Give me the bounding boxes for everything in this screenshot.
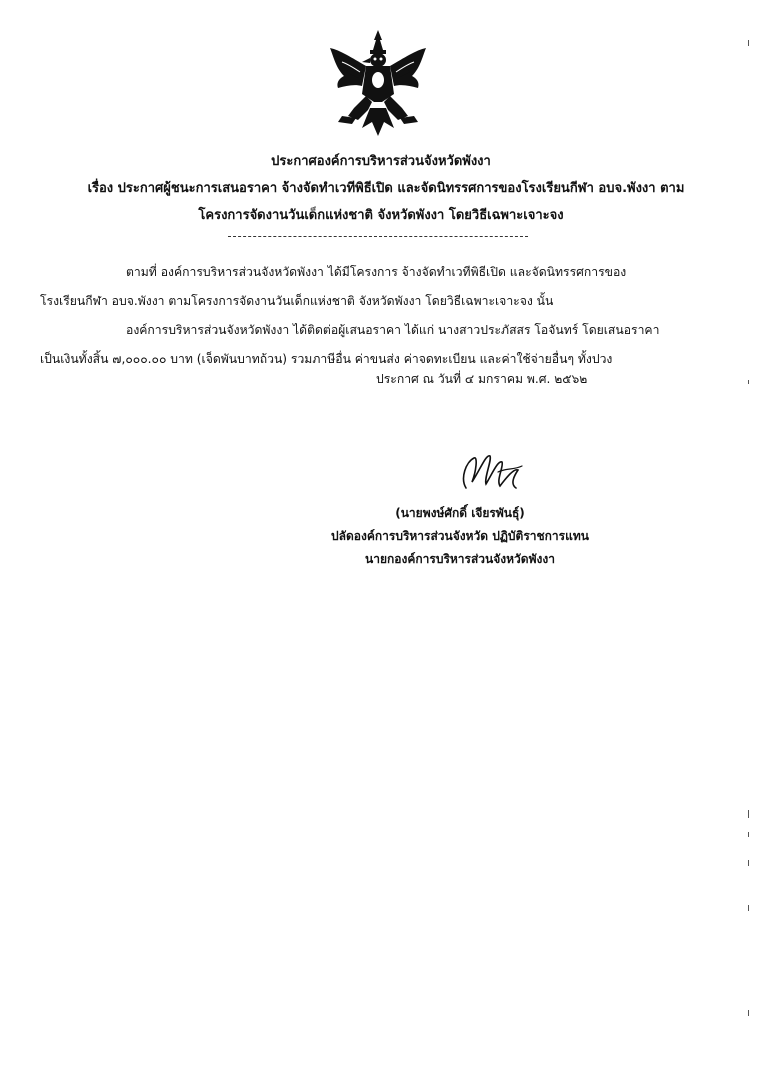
body-line-4: เป็นเงินทั้งสิ้น ๗,๐๐๐.๐๐ บาท (เจ็ดพันบาทถ้วน) รวมภาษีอื่น ค่าขนส่ง ค่าจดทะเบียน และค่าใช้จ่ายอื่นๆ ทั้งปวง	[40, 352, 613, 366]
garuda-emblem-icon	[322, 28, 434, 140]
title-divider	[228, 236, 528, 237]
scan-edge-marks	[746, 0, 752, 1080]
body-line-1: ตามที่ องค์การบริหารส่วนจังหวัดพังงา ได้มีโครงการ จ้างจัดทำเวทีพิธีเปิด และจัดนิทรรศการของ	[126, 265, 627, 279]
subject-line-2: โครงการจัดงานวันเด็กแห่งชาติ จังหวัดพังงา โดยวิธีเฉพาะเจาะจง	[198, 208, 564, 223]
signer-name: (นายพงษ์ศักดิ์ เจียรพันธุ์)	[395, 506, 525, 520]
announcement-date: ประกาศ ณ วันที่ ๔ มกราคม พ.ศ. ๒๕๖๒	[376, 372, 588, 386]
body-line-3: องค์การบริหารส่วนจังหวัดพังงา ได้ติดต่อผู้เสนอราคา ได้แก่ นางสาวประภัสสร โอจันทร์ โดยเสนอราคา	[126, 323, 660, 337]
body-line-2: โรงเรียนกีฬา อบจ.พังงา ตามโครงการจัดงานวันเด็กแห่งชาติ จังหวัดพังงา โดยวิธีเฉพาะเจาะจง นั้น	[40, 294, 554, 308]
document-title-block	[40, 148, 722, 229]
signer-position-1: ปลัดองค์การบริหารส่วนจังหวัด ปฏิบัติราชการแทน	[331, 529, 589, 543]
issuer-title: ประกาศองค์การบริหารส่วนจังหวัดพังงา	[271, 154, 491, 169]
handwritten-signature-icon	[452, 448, 532, 496]
signer-block	[330, 502, 590, 571]
subject-line-1: เรื่อง ประกาศผู้ชนะการเสนอราคา จ้างจัดทำเวทีพิธีเปิด และจัดนิทรรศการของโรงเรียนกีฬา อบจ.พังงา ตาม	[87, 181, 685, 196]
signer-position-2: นายกองค์การบริหารส่วนจังหวัดพังงา	[365, 552, 555, 566]
